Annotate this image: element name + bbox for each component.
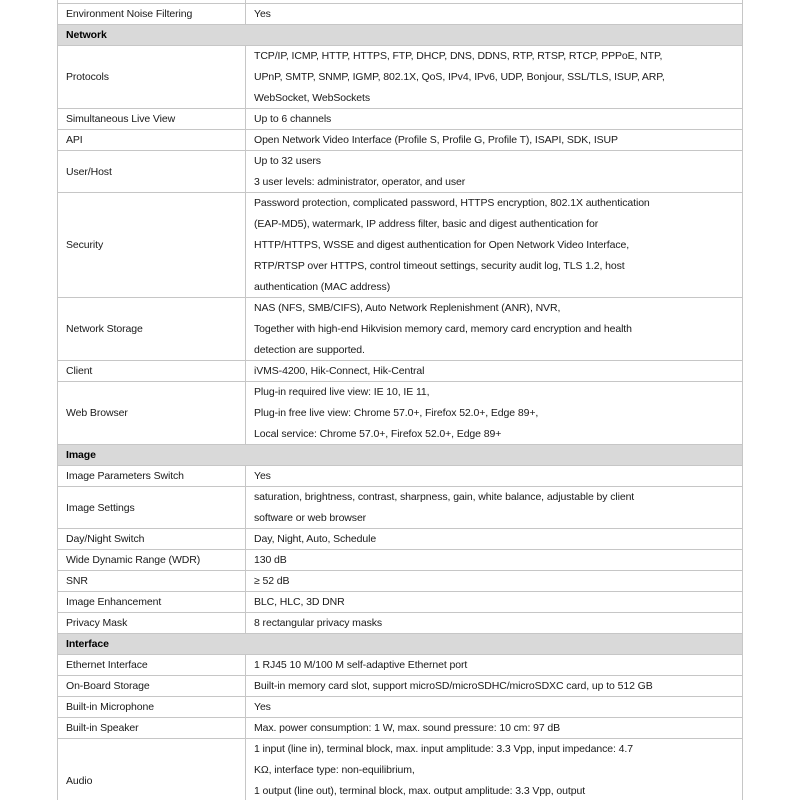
spec-value-cell [246, 676, 742, 696]
spec-label: API [66, 134, 83, 146]
spec-label: Image Enhancement [66, 596, 162, 608]
spec-value-cell [246, 718, 742, 738]
spec-value-line: KΩ, interface type: non-equilibrium, [254, 764, 415, 776]
spec-value-cell [246, 0, 742, 3]
spec-value-line: HTTP/HTTPS, WSSE and digest authentication for Open Network Video Interface, [254, 239, 630, 251]
spec-value-line: 1 output (line out), terminal block, max. output amplitude: 3.3 Vpp, output [254, 785, 586, 797]
spec-value-cell [246, 697, 742, 717]
spec-label: SNR [66, 575, 88, 587]
spec-value-cell [246, 382, 742, 444]
spec-label-cell [58, 46, 246, 108]
spec-label: Simultaneous Live View [66, 113, 176, 125]
spec-label: Built-in Microphone [66, 701, 154, 713]
spec-row [58, 361, 742, 382]
spec-value-line: Password protection, complicated password, HTTPS encryption, 802.1X authentication [254, 197, 650, 209]
spec-value-line: Together with high-end Hikvision memory card, memory card encryption and health [254, 323, 632, 335]
spec-label-cell [58, 739, 246, 800]
spec-label-cell [58, 0, 246, 3]
spec-value-line: saturation, brightness, contrast, sharpness, gain, white balance, adjustable by client [254, 491, 635, 503]
spec-value-line: (EAP-MD5), watermark, IP address filter, basic and digest authentication for [254, 218, 599, 230]
spec-label-cell [58, 298, 246, 360]
spec-row [58, 193, 742, 298]
section-header-row [58, 445, 742, 466]
spec-row [58, 676, 742, 697]
spec-row [58, 109, 742, 130]
spec-row [58, 697, 742, 718]
spec-value-cell [246, 550, 742, 570]
spec-value-line: Local service: Chrome 57.0+, Firefox 52.0+, Edge 89+ [254, 428, 502, 440]
spec-value-line: Open Network Video Interface (Profile S, Profile G, Profile T), ISAPI, SDK, ISUP [254, 134, 618, 146]
section-title: Interface [66, 638, 109, 650]
spec-label: Client [66, 365, 93, 377]
spec-value-cell [246, 655, 742, 675]
spec-label: Wide Dynamic Range (WDR) [66, 554, 201, 566]
spec-label-cell [58, 382, 246, 444]
spec-value-line: NAS (NFS, SMB/CIFS), Auto Network Replenishment (ANR), NVR, [254, 302, 561, 314]
spec-value-cell [246, 193, 742, 297]
spec-value-line: Yes [254, 701, 271, 713]
spec-value-line: UPnP, SMTP, SNMP, IGMP, 802.1X, QoS, IPv4, IPv6, UDP, Bonjour, SSL/TLS, ISUP, ARP, [254, 71, 665, 83]
spec-value-cell [246, 739, 742, 800]
spec-value-line: Yes [254, 8, 271, 20]
spec-label-cell [58, 571, 246, 591]
spec-value-line: 130 dB [254, 554, 287, 566]
spec-label: Image Settings [66, 501, 135, 514]
spec-value-line: TCP/IP, ICMP, HTTP, HTTPS, FTP, DHCP, DNS, DDNS, RTP, RTSP, RTCP, PPPoE, NTP, [254, 50, 663, 62]
spec-label-cell [58, 697, 246, 717]
spec-row [58, 529, 742, 550]
spec-value-line: WebSocket, WebSockets [254, 92, 370, 104]
spec-value-cell [246, 46, 742, 108]
spec-row [58, 550, 742, 571]
spec-row [58, 592, 742, 613]
spec-label-cell [58, 130, 246, 150]
section-title: Image [66, 449, 96, 461]
spec-label-cell [58, 4, 246, 24]
spec-label: Day/Night Switch [66, 533, 145, 545]
spec-label: On-Board Storage [66, 680, 150, 692]
spec-label: Environment Noise Filtering [66, 8, 193, 20]
spec-value-line: Max. power consumption: 1 W, max. sound pressure: 10 cm: 97 dB [254, 722, 561, 734]
spec-value-line: RTP/RTSP over HTTPS, control timeout settings, security audit log, TLS 1.2, host [254, 260, 625, 272]
spec-label: Network Storage [66, 323, 143, 335]
spec-row [58, 46, 742, 109]
spec-value-line: iVMS-4200, Hik-Connect, Hik-Central [254, 365, 425, 377]
spec-label-cell [58, 361, 246, 381]
spec-label-cell [58, 676, 246, 696]
spec-value-cell [246, 4, 742, 24]
spec-value-line: ≥ 52 dB [254, 575, 290, 587]
spec-label-cell [58, 193, 246, 297]
spec-table [57, 0, 743, 800]
spec-value-cell [246, 592, 742, 612]
spec-value-line: detection are supported. [254, 344, 365, 356]
spec-label-cell [58, 592, 246, 612]
spec-value-line: Plug-in free live view: Chrome 57.0+, Firefox 52.0+, Edge 89+, [254, 407, 539, 419]
spec-row [58, 151, 742, 193]
spec-label-cell [58, 151, 246, 192]
spec-label-cell [58, 529, 246, 549]
spec-value-line: 1 input (line in), terminal block, max. input amplitude: 3.3 Vpp, input impedance: 4.7 [254, 743, 633, 755]
spec-value-line: software or web browser [254, 512, 367, 524]
spec-row [58, 718, 742, 739]
spec-label-cell [58, 109, 246, 129]
spec-value-cell [246, 571, 742, 591]
spec-row [58, 466, 742, 487]
spec-value-line: Up to 6 channels [254, 113, 332, 125]
spec-value-line: 1 RJ45 10 M/100 M self-adaptive Ethernet port [254, 659, 468, 671]
spec-value-line: Up to 32 users [254, 155, 321, 167]
spec-label-cell [58, 613, 246, 633]
spec-value-cell [246, 361, 742, 381]
spec-row [58, 487, 742, 529]
spec-value-line: authentication (MAC address) [254, 281, 391, 293]
spec-label: Image Parameters Switch [66, 470, 184, 482]
spec-label: Privacy Mask [66, 617, 128, 629]
spec-row [58, 739, 742, 800]
spec-label-cell [58, 655, 246, 675]
spec-label-cell [58, 466, 246, 486]
spec-label: Audio [66, 774, 93, 787]
spec-value-line: Yes [254, 470, 271, 482]
spec-value-line: Built-in memory card slot, support microSD/microSDHC/microSDXC card, up to 512 GB [254, 680, 653, 692]
spec-value-cell [246, 109, 742, 129]
spec-row [58, 298, 742, 361]
spec-row [58, 655, 742, 676]
spec-value-cell [246, 130, 742, 150]
spec-label: Built-in Speaker [66, 722, 139, 734]
spec-value-line: 3 user levels: administrator, operator, and user [254, 176, 466, 188]
spec-value-line: Day, Night, Auto, Schedule [254, 533, 377, 545]
spec-row [58, 382, 742, 445]
section-header-row [58, 634, 742, 655]
spec-value-cell [246, 613, 742, 633]
spec-value-line: 8 rectangular privacy masks [254, 617, 383, 629]
spec-value-cell [246, 529, 742, 549]
spec-row [58, 613, 742, 634]
spec-label-cell [58, 487, 246, 528]
spec-label: User/Host [66, 165, 112, 178]
section-title: Network [66, 29, 107, 41]
spec-label: Ethernet Interface [66, 659, 148, 671]
spec-label-cell [58, 718, 246, 738]
section-header-row [58, 25, 742, 46]
spec-label: Security [66, 239, 104, 251]
spec-value-cell [246, 151, 742, 192]
spec-value-cell [246, 487, 742, 528]
spec-row [58, 571, 742, 592]
spec-label: Web Browser [66, 407, 128, 419]
spec-value-cell [246, 298, 742, 360]
spec-row [58, 4, 742, 25]
spec-label-cell [58, 550, 246, 570]
spec-row [58, 130, 742, 151]
spec-label: Protocols [66, 71, 109, 83]
spec-value-cell [246, 466, 742, 486]
spec-value-line: Plug-in required live view: IE 10, IE 11, [254, 386, 430, 398]
spec-value-line: BLC, HLC, 3D DNR [254, 596, 345, 608]
